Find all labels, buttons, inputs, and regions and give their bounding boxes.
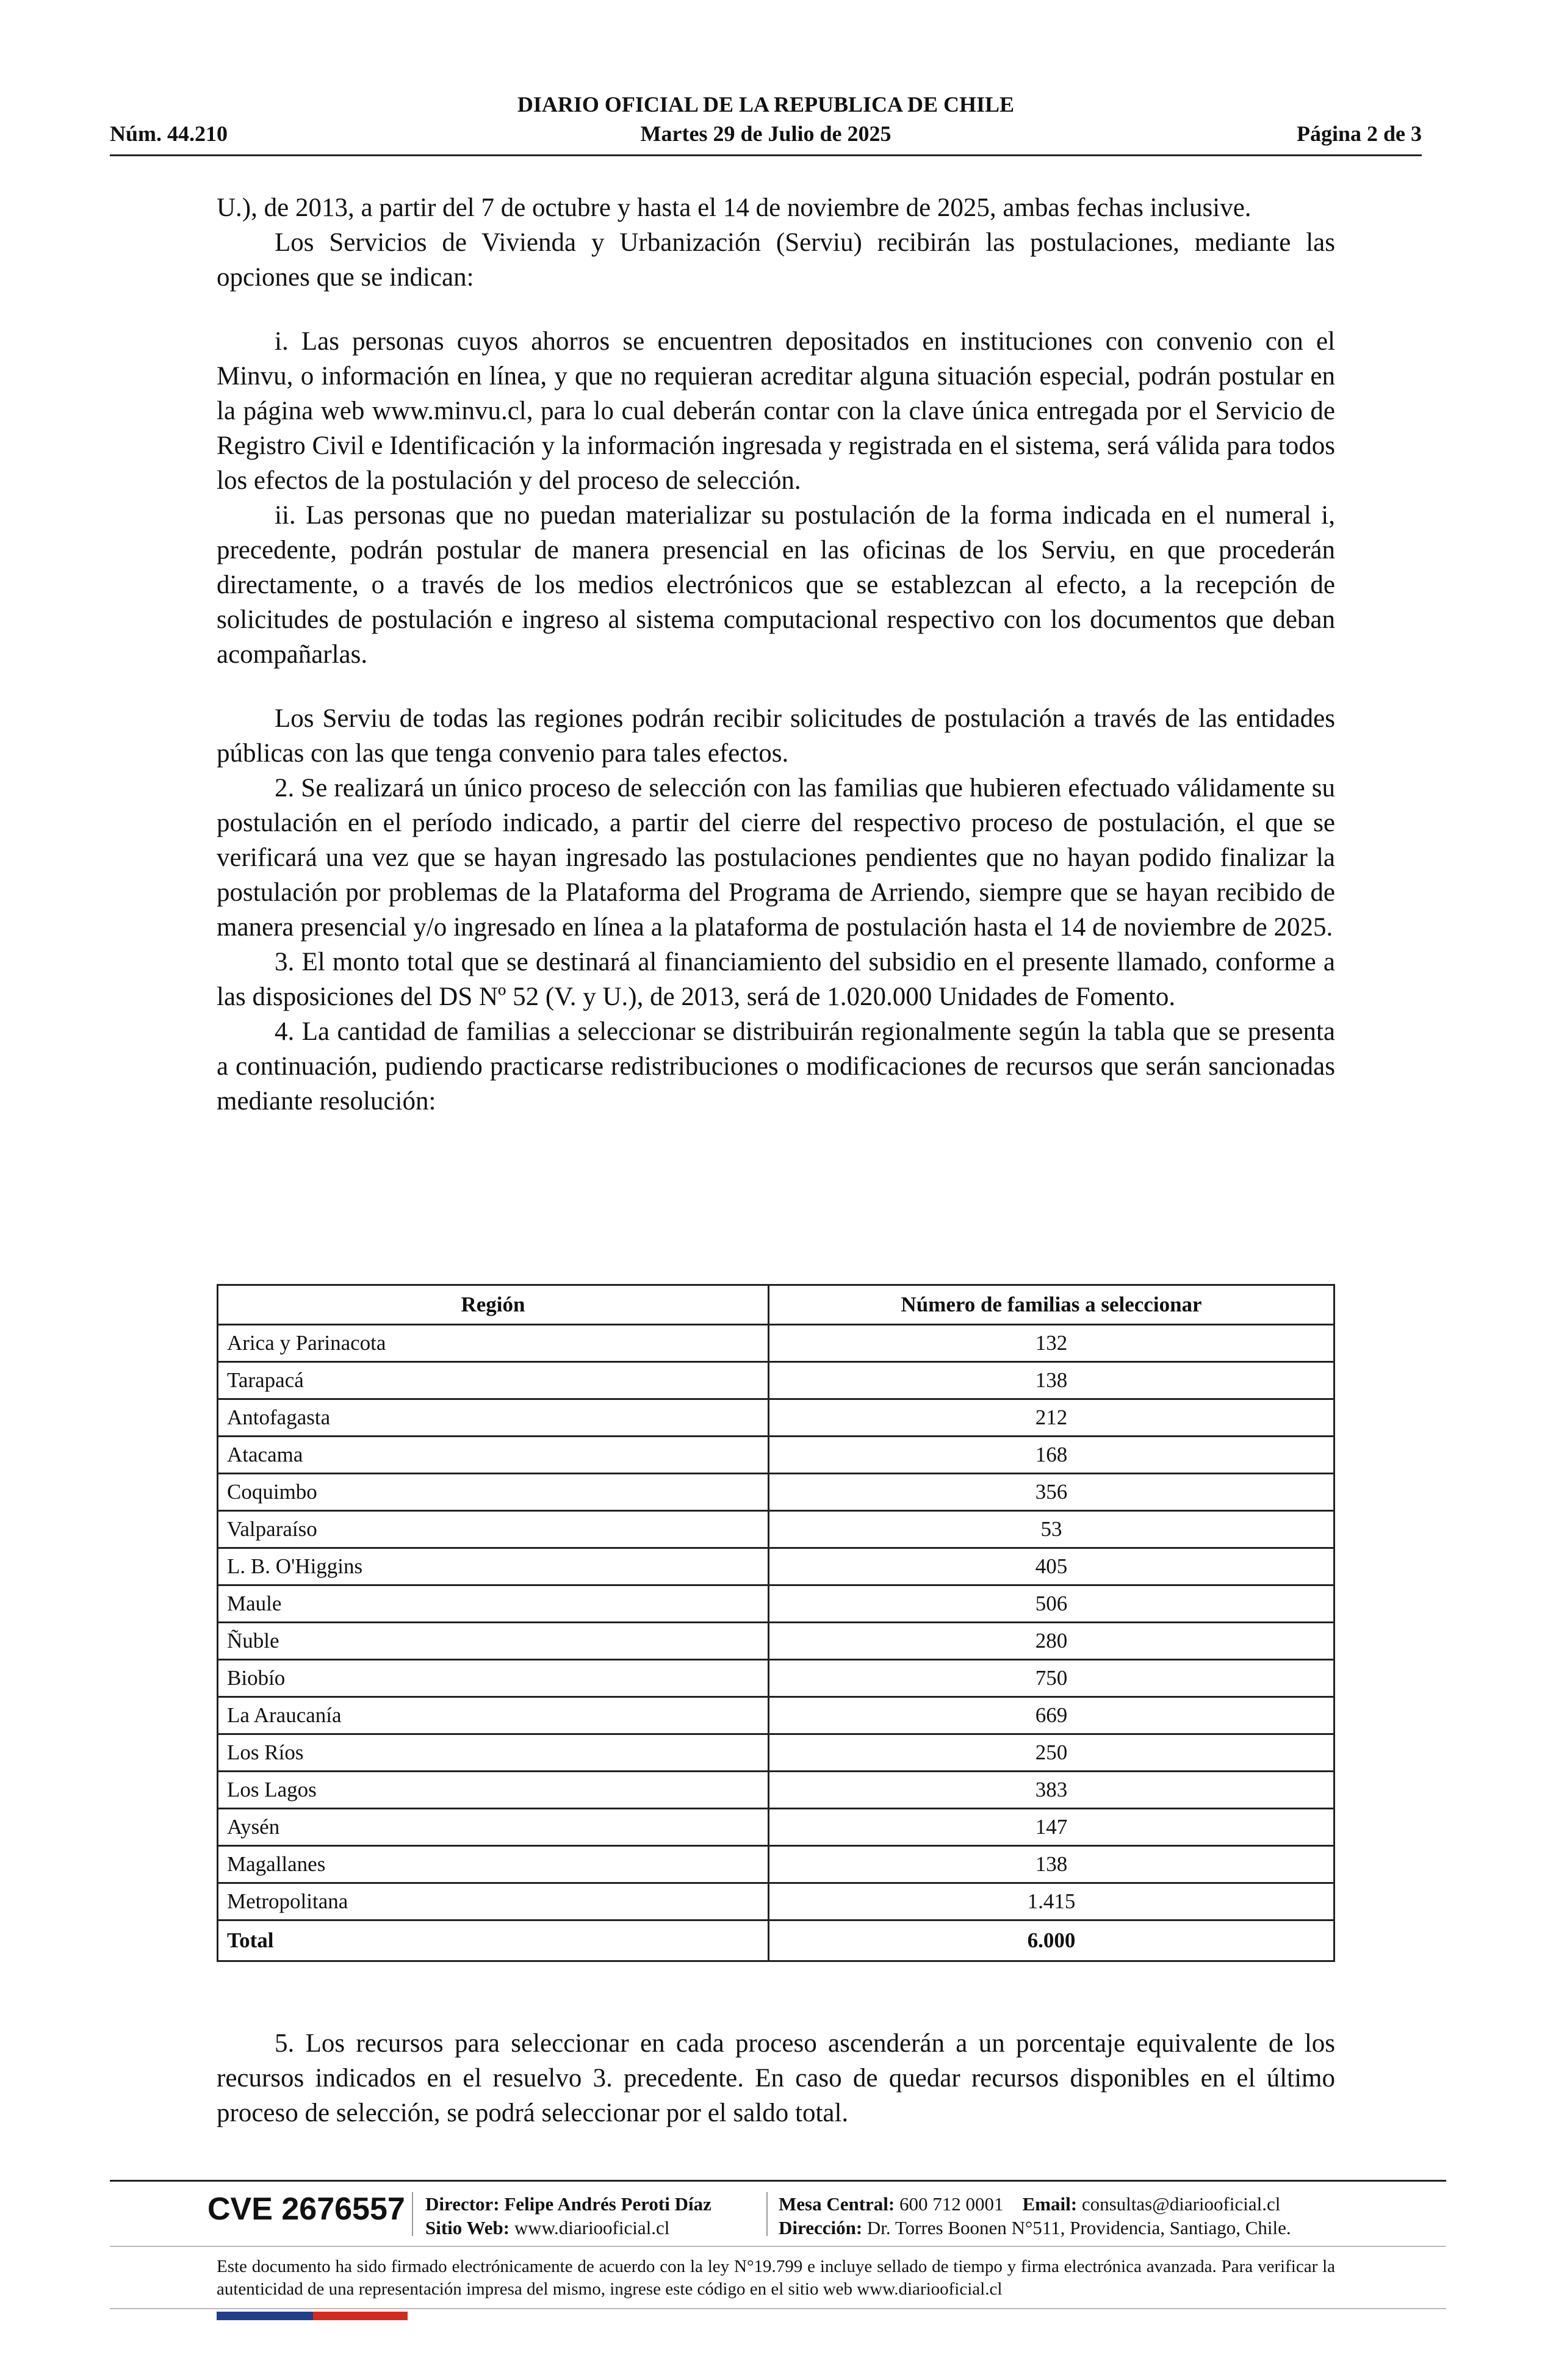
flag-stripe-blue [217, 2312, 313, 2320]
column-header: Región [218, 1285, 769, 1325]
total-value: 6.000 [769, 1920, 1334, 1961]
table-row [218, 1883, 1334, 1920]
table-header-row [218, 1285, 1334, 1325]
table-row [218, 1511, 1334, 1548]
page-indicator: Página 2 de 3 [1296, 121, 1422, 146]
paragraph: Los Serviu de todas las regiones podrán recibir solicitudes de postulación a través de las entidades públicas con las que tenga convenio para tales efectos. [217, 704, 1335, 768]
region-cell: Maule [218, 1585, 769, 1623]
region-cell: L. B. O'Higgins [218, 1548, 769, 1585]
director-name: Felipe Andrés Peroti Díaz [504, 2193, 711, 2215]
region-cell: Ñuble [218, 1623, 769, 1660]
table-row [218, 1734, 1334, 1772]
footer-separator [412, 2192, 413, 2236]
flag-stripe-red [313, 2312, 408, 2320]
table-row [218, 1697, 1334, 1734]
families-cell: 138 [769, 1362, 1334, 1399]
region-cell: Tarapacá [218, 1362, 769, 1399]
footer-divider [110, 2308, 1446, 2309]
table-row [218, 1846, 1334, 1883]
region-cell: Los Lagos [218, 1772, 769, 1809]
families-cell: 356 [769, 1474, 1334, 1511]
families-table [217, 1284, 1335, 1962]
families-cell: 669 [769, 1697, 1334, 1734]
families-cell: 250 [769, 1734, 1334, 1772]
region-cell: Coquimbo [218, 1474, 769, 1511]
paragraph: 5. Los recursos para seleccionar en cada proceso ascenderán a un porcentaje equivalente de los recursos indicados en el resuelvo 3. precedente. En caso de quedar recursos disponibles en el último proceso de selección, se podrá seleccionar por el saldo total. [217, 2029, 1335, 2127]
table-row [218, 1399, 1334, 1437]
address-label: Dirección: [779, 2217, 863, 2238]
families-cell: 405 [769, 1548, 1334, 1585]
paragraph: 4. La cantidad de familias a seleccionar se distribuirán regionalmente según la tabla que se presenta a continuación, pudiendo practicarse redistribuciones o modificaciones de recursos que serán sancionadas mediante resolución: [217, 1017, 1335, 1116]
families-cell: 138 [769, 1846, 1334, 1883]
region-cell: Valparaíso [218, 1511, 769, 1548]
footer-divider [110, 2180, 1446, 2182]
email-label: Email: [1022, 2193, 1078, 2215]
table-row [218, 1623, 1334, 1660]
table-row [218, 1437, 1334, 1474]
site-link[interactable]: www.diariooficial.cl [514, 2217, 670, 2238]
table-row [218, 1548, 1334, 1585]
families-cell: 383 [769, 1772, 1334, 1809]
paragraph: 3. El monto total que se destinará al financiamiento del subsidio en el presente llamado, conforme a las disposiciones del DS Nº 52 (V. y U.), de 2013, será de 1.020.000 Unidades de Fomento. [217, 948, 1335, 1011]
table-row [218, 1772, 1334, 1809]
document-body-continued [217, 2026, 1335, 2130]
region-cell: Metropolitana [218, 1883, 769, 1920]
mesa-phone: 600 712 0001 [899, 2193, 1004, 2215]
families-cell: 132 [769, 1325, 1334, 1362]
region-cell: Antofagasta [218, 1399, 769, 1437]
region-cell: Biobío [218, 1660, 769, 1697]
paragraph: i. Las personas cuyos ahorros se encuentren depositados en instituciones con convenio con el Minvu, o información en línea, y que no requieran acreditar alguna situación especial, podrán postular en la página web www.minvu.cl, para lo cual deberán contar con la clave única entregada por el Servicio de Registro Civil e Identificación y la información ingresada y registrada en el sistema, será válida para todos los efectos de la postulación y del proceso de selección. [217, 327, 1335, 495]
table-row [218, 1585, 1334, 1623]
paragraph: ii. Las personas que no puedan materializar su postulación de la forma indicada en el numeral i, precedente, podrán postular de manera presencial en las oficinas de los Serviu, en que procederán directamente, o a través de los medios electrónicos que se establezcan al efecto, a la recepción de solicitudes de postulación e ingreso al sistema computacional respectivo con los documentos que deban acompañarlas. [217, 501, 1335, 669]
families-cell: 53 [769, 1511, 1334, 1548]
table-row [218, 1325, 1334, 1362]
header-divider [110, 154, 1422, 156]
publication-title: DIARIO OFICIAL DE LA REPUBLICA DE CHILE [517, 92, 1015, 117]
signature-note: Este documento ha sido firmado electrónicamente de acuerdo con la ley N°19.799 e incluye sellado de tiempo y firma electrónica avanzada. Para verificar la autenticidad de una representación impresa del mismo, ingrese este código en el sitio web www.diariooficial.cl [217, 2257, 1335, 2299]
table-row [218, 1809, 1334, 1846]
families-cell: 168 [769, 1437, 1334, 1474]
address-text: Dr. Torres Boonen N°511, Providencia, Santiago, Chile. [866, 2217, 1291, 2238]
families-cell: 1.415 [769, 1883, 1334, 1920]
director-label: Director: [425, 2193, 500, 2215]
document-body [217, 190, 1335, 1119]
issue-date: Martes 29 de Julio de 2025 [640, 121, 891, 146]
paragraph: U.), de 2013, a partir del 7 de octubre y hasta el 14 de noviembre de 2025, ambas fechas inclusive. [217, 193, 1252, 222]
cve-code: CVE 2676557 [207, 2191, 405, 2227]
families-cell: 212 [769, 1399, 1334, 1437]
region-cell: Magallanes [218, 1846, 769, 1883]
paragraph: 2. Se realizará un único proceso de selección con las familias que hubieren efectuado válidamente su postulación en el período indicado, a partir del cierre del respectivo proceso de postulación, el que se verificará una vez que se hayan ingresado las postulaciones pendientes que no hayan podido finalizar la postulación por problemas de la Plataforma del Programa de Arriendo, siempre que se hayan recibido de manera presencial y/o ingresado en línea a la plataforma de postulación hasta el 14 de noviembre de 2025. [217, 774, 1335, 942]
paragraph: Los Servicios de Vivienda y Urbanización (Serviu) recibirán las postulaciones, mediante las opciones que se indican: [217, 228, 1335, 292]
table-total-row [218, 1920, 1334, 1961]
table-row [218, 1660, 1334, 1697]
issue-number: Núm. 44.210 [110, 121, 228, 146]
page-header [110, 92, 1422, 157]
families-cell: 506 [769, 1585, 1334, 1623]
mesa-label: Mesa Central: [779, 2193, 895, 2215]
region-cell: La Araucanía [218, 1697, 769, 1734]
region-cell: Arica y Parinacota [218, 1325, 769, 1362]
region-cell: Aysén [218, 1809, 769, 1846]
table-row [218, 1362, 1334, 1399]
region-cell: Atacama [218, 1437, 769, 1474]
column-header: Número de familias a seleccionar [769, 1285, 1334, 1325]
footer-divider [110, 2246, 1446, 2247]
footer-separator [766, 2192, 768, 2236]
footer-director-block [425, 2192, 711, 2240]
families-cell: 750 [769, 1660, 1334, 1697]
site-label: Sitio Web: [425, 2217, 510, 2238]
table-row [218, 1474, 1334, 1511]
footer-contact-block [779, 2192, 1291, 2240]
total-label: Total [218, 1920, 769, 1961]
region-cell: Los Ríos [218, 1734, 769, 1772]
families-cell: 147 [769, 1809, 1334, 1846]
families-cell: 280 [769, 1623, 1334, 1660]
email-link[interactable]: consultas@diariooficial.cl [1081, 2193, 1281, 2215]
